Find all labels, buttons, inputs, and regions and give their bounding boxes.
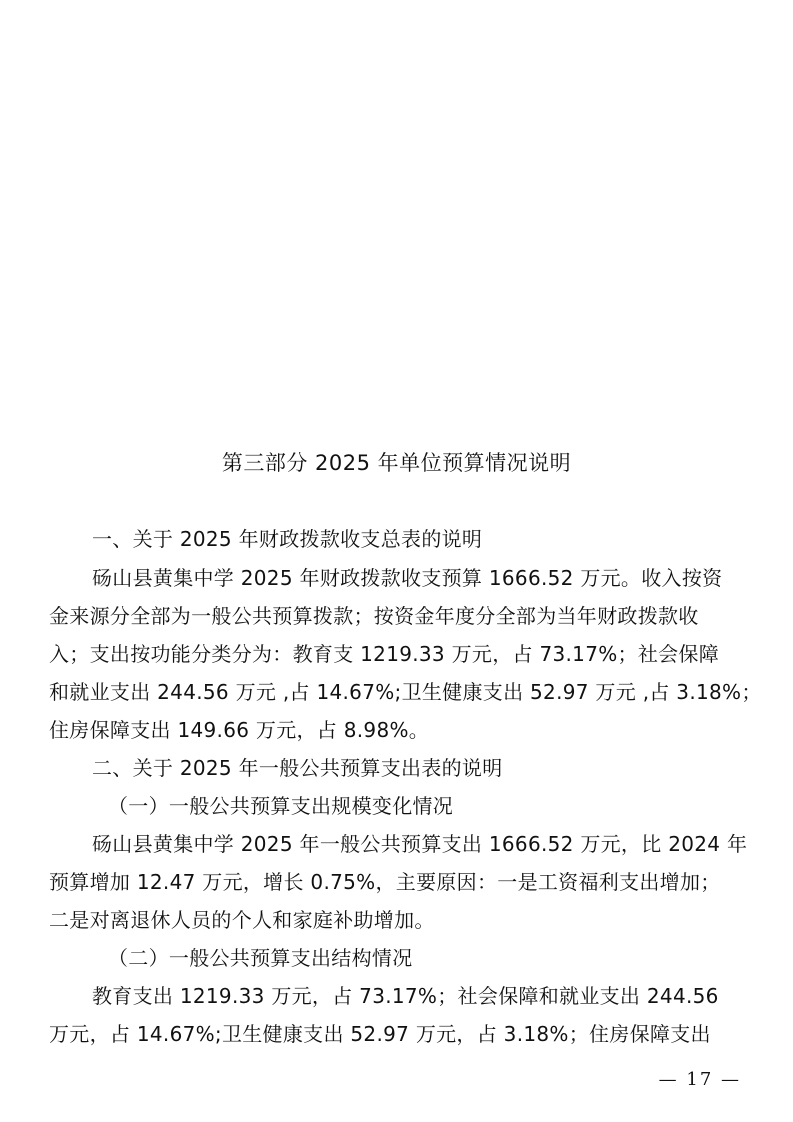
paragraph-line: 预算增加 12.47 万元，增长 0.75%，主要原因：一是工资福利支出增加； [49, 870, 721, 894]
paragraph-line: 砀山县黄集中学 2025 年财政拨款收支预算 1666.52 万元。收入按资 [92, 566, 723, 590]
paragraph-line: 金来源分全部为一般公共预算拨款；按资金年度分全部为当年财政拨款收 [49, 604, 699, 628]
paragraph-line: 砀山县黄集中学 2025 年一般公共预算支出 1666.52 万元，比 2024 年 [92, 832, 748, 856]
heading-2: 二、关于 2025 年一般公共预算支出表的说明 [92, 756, 503, 780]
paragraph-line: 入；支出按功能分类分为：教育支 1219.33 万元，占 73.17%；社会保障 [49, 642, 720, 666]
paragraph-line: 教育支出 1219.33 万元，占 73.17%；社会保障和就业支出 244.56 [92, 984, 719, 1008]
paragraph-line: 和就业支出 244.56 万元 ,占 14.67%;卫生健康支出 52.97 万元 ,占 3.18%； [49, 680, 762, 704]
heading-1: 一、关于 2025 年财政拨款收支总表的说明 [92, 527, 483, 551]
section-title: 第三部分 2025 年单位预算情况说明 [221, 451, 572, 475]
paragraph-line: 二是对离退休人员的个人和家庭补助增加。 [49, 908, 435, 932]
paragraph-line: 住房保障支出 149.66 万元，占 8.98%。 [49, 718, 430, 742]
subheading-2: （二）一般公共预算支出结构情况 [108, 946, 413, 970]
subheading-1: （一）一般公共预算支出规模变化情况 [108, 794, 454, 818]
page-number: — 17 — [658, 1069, 741, 1090]
paragraph-line: 万元，占 14.67%;卫生健康支出 52.97 万元，占 3.18%；住房保障支出 [49, 1022, 711, 1046]
